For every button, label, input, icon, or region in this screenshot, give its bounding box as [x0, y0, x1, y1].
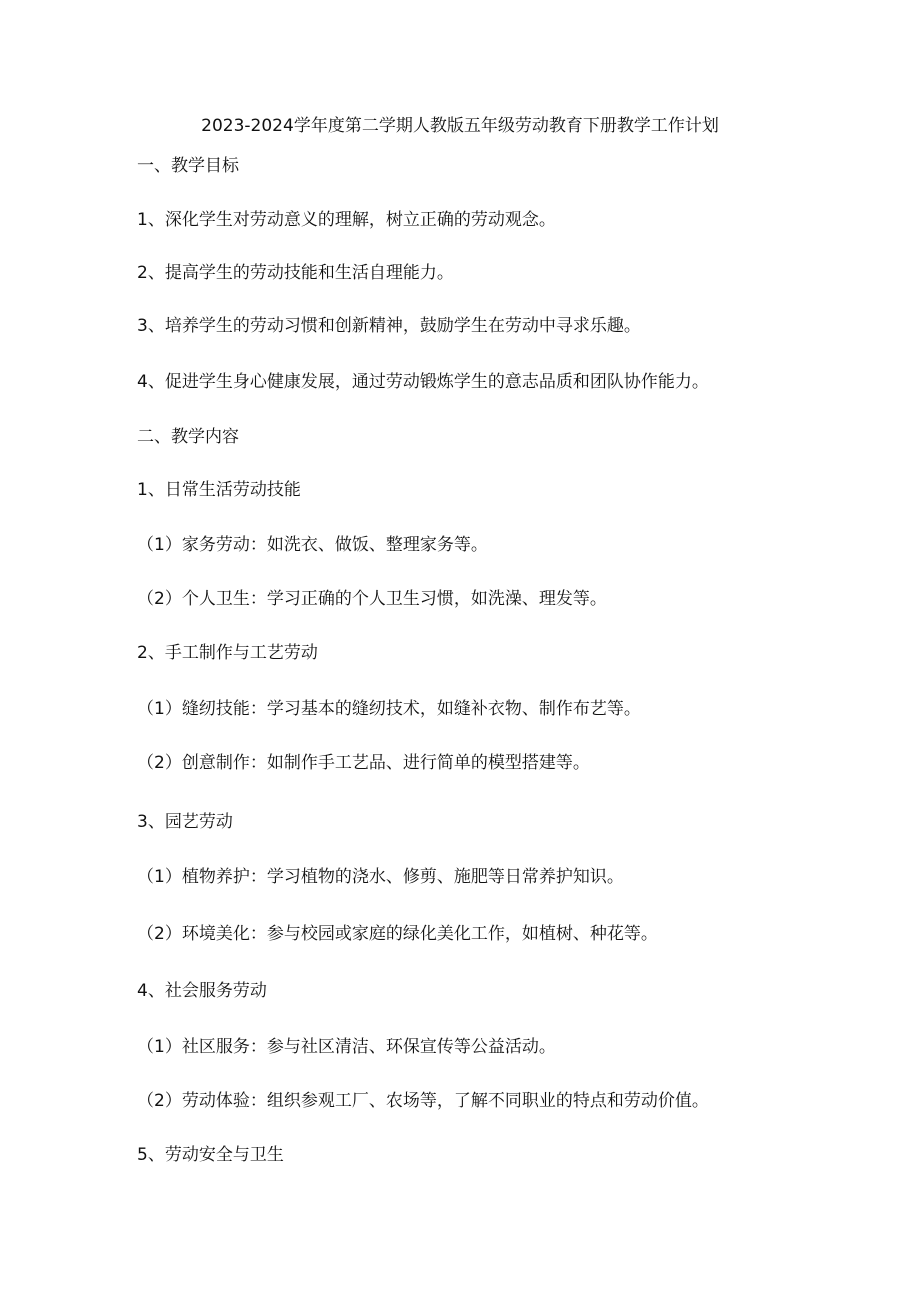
goal-item: 3、培养学生的劳动习惯和创新精神，鼓励学生在劳动中寻求乐趣。	[137, 316, 641, 336]
topic-title: 4、社会服务劳动	[137, 981, 267, 1001]
topic-item: （1）社区服务：参与社区清洁、环保宣传等公益活动。	[137, 1037, 556, 1057]
section-heading-goals: 一、教学目标	[137, 156, 239, 176]
section-heading-content: 二、教学内容	[137, 427, 239, 447]
topic-item: （2）环境美化：参与校园或家庭的绿化美化工作，如植树、种花等。	[137, 924, 658, 944]
topic-title: 3、园艺劳动	[137, 812, 233, 832]
topic-item: （1）植物养护：学习植物的浇水、修剪、施肥等日常养护知识。	[137, 867, 624, 887]
topic-item: （2）劳动体验：组织参观工厂、农场等，了解不同职业的特点和劳动价值。	[137, 1091, 709, 1111]
topic-item: （1）家务劳动：如洗衣、做饭、整理家务等。	[137, 535, 488, 555]
topic-item: （2）创意制作：如制作手工艺品、进行简单的模型搭建等。	[137, 753, 590, 773]
document-title: 2023-2024学年度第二学期人教版五年级劳动教育下册教学工作计划	[201, 116, 719, 136]
topic-title: 2、手工制作与工艺劳动	[137, 643, 318, 663]
topic-title: 5、劳动安全与卫生	[137, 1145, 284, 1165]
topic-title: 1、日常生活劳动技能	[137, 480, 301, 500]
goal-item: 2、提高学生的劳动技能和生活自理能力。	[137, 263, 454, 283]
topic-item: （1）缝纫技能：学习基本的缝纫技术，如缝补衣物、制作布艺等。	[137, 699, 641, 719]
goal-item: 1、深化学生对劳动意义的理解，树立正确的劳动观念。	[137, 210, 556, 230]
goal-item: 4、促进学生身心健康发展，通过劳动锻炼学生的意志品质和团队协作能力。	[137, 372, 709, 392]
topic-item: （2）个人卫生：学习正确的个人卫生习惯，如洗澡、理发等。	[137, 589, 607, 609]
